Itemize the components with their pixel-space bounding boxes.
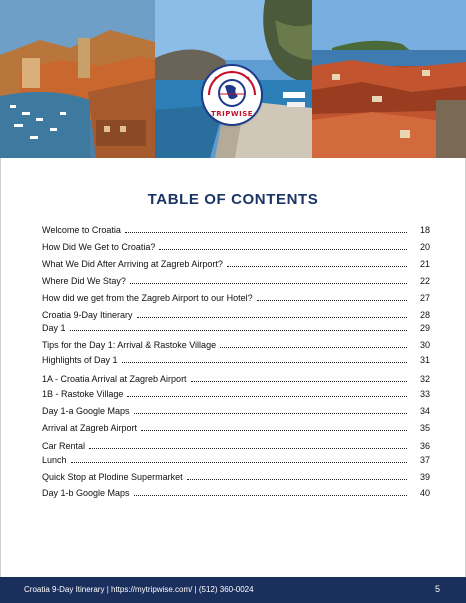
toc-entry-page: 33	[419, 389, 430, 399]
toc-entry[interactable]	[42, 322, 430, 334]
toc-entry[interactable]	[42, 354, 430, 366]
toc-entry-label: Where Did We Stay?	[42, 276, 126, 286]
toc-entry-page: 34	[419, 406, 430, 416]
toc-dot-leader	[127, 396, 407, 397]
toc-dot-leader	[220, 347, 407, 348]
toc-dot-leader	[141, 430, 407, 431]
toc-entry[interactable]	[42, 275, 430, 287]
toc-entry-page: 31	[419, 355, 430, 365]
toc-entry[interactable]	[42, 422, 430, 434]
toc-entry-label: How did we get from the Zagreb Airport to our Hotel?	[42, 293, 253, 303]
footer-text: Croatia 9-Day Itinerary | https://mytripwise.com/ | (512) 360-0024	[24, 585, 254, 594]
toc-dot-leader	[137, 317, 407, 318]
toc-entry-page: 30	[419, 340, 430, 350]
toc-heading: TABLE OF CONTENTS	[147, 191, 319, 208]
toc-entry[interactable]	[42, 224, 430, 236]
toc-entry-page: 36	[419, 441, 430, 451]
toc-entry[interactable]	[42, 440, 430, 452]
toc-dot-leader	[122, 362, 407, 363]
toc-entry[interactable]	[42, 405, 430, 417]
toc-entry-label: Arrival at Zagreb Airport	[42, 423, 138, 433]
toc-entry[interactable]	[42, 487, 430, 499]
toc-entry-label: 1A - Croatia Arrival at Zagreb Airport	[42, 374, 187, 384]
hero-photo-strip	[0, 0, 466, 158]
toc-dot-leader	[191, 381, 407, 382]
dubrovnik-harbor-photo	[0, 0, 155, 158]
toc-dot-leader	[159, 249, 407, 250]
toc-entry-label: What We Did After Arriving at Zagreb Airport?	[42, 259, 223, 269]
toc-entry-page: 37	[419, 455, 430, 465]
toc-entry-label: Quick Stop at Plodine Supermarket	[42, 472, 183, 482]
toc-entry-page: 27	[419, 293, 430, 303]
toc-entry-page: 21	[419, 259, 430, 269]
toc-dot-leader	[257, 300, 407, 301]
toc-dot-leader	[125, 232, 407, 233]
old-town-rooftops-photo	[312, 0, 466, 158]
toc-entry[interactable]	[42, 339, 430, 351]
toc-entry[interactable]	[42, 309, 430, 321]
toc-entry-page: 22	[419, 276, 430, 286]
toc-entry-label: Highlights of Day 1	[42, 355, 118, 365]
toc-entry-label: Day 1	[42, 323, 66, 333]
toc-entry-page: 32	[419, 374, 430, 384]
toc-entry-label: Tips for the Day 1: Arrival & Rastoke Village	[42, 340, 217, 350]
toc-dot-leader	[187, 479, 407, 480]
tripwise-logo	[203, 66, 261, 124]
toc-entry-label: 1B - Rastoke Village	[42, 389, 124, 399]
toc-entry-label: Day 1-a Google Maps	[42, 406, 130, 416]
toc-entry-label: Day 1-b Google Maps	[42, 488, 130, 498]
page-footer	[0, 577, 466, 603]
toc-dot-leader	[134, 495, 407, 496]
toc-dot-leader	[134, 413, 407, 414]
toc-entry-page: 18	[419, 225, 430, 235]
toc-entry-page: 35	[419, 423, 430, 433]
toc-entry-page: 28	[419, 310, 430, 320]
toc-entry[interactable]	[42, 388, 430, 400]
toc-entry-label: Car Rental	[42, 441, 86, 451]
footer-page-number: 5	[434, 584, 440, 594]
toc-entry[interactable]	[42, 454, 430, 466]
toc-entry-page: 20	[419, 242, 430, 252]
toc-entry[interactable]	[42, 471, 430, 483]
logo-wordmark: TRIPWISE	[210, 110, 254, 118]
toc-entry-page: 39	[419, 472, 430, 482]
toc-entry-page: 29	[419, 323, 430, 333]
toc-entry[interactable]	[42, 258, 430, 270]
toc-entry[interactable]	[42, 373, 430, 385]
toc-dot-leader	[70, 330, 407, 331]
toc-entry-page: 40	[419, 488, 430, 498]
toc-entry[interactable]	[42, 241, 430, 253]
toc-dot-leader	[130, 283, 407, 284]
toc-entry-label: Lunch	[42, 455, 67, 465]
toc-dot-leader	[71, 462, 407, 463]
toc-entry-label: Welcome to Croatia	[42, 225, 121, 235]
toc-entry[interactable]	[42, 292, 430, 304]
toc-dot-leader	[89, 448, 407, 449]
toc-dot-leader	[227, 266, 407, 267]
toc-entry-label: Croatia 9-Day Itinerary	[42, 310, 133, 320]
toc-entry-label: How Did We Get to Croatia?	[42, 242, 156, 252]
